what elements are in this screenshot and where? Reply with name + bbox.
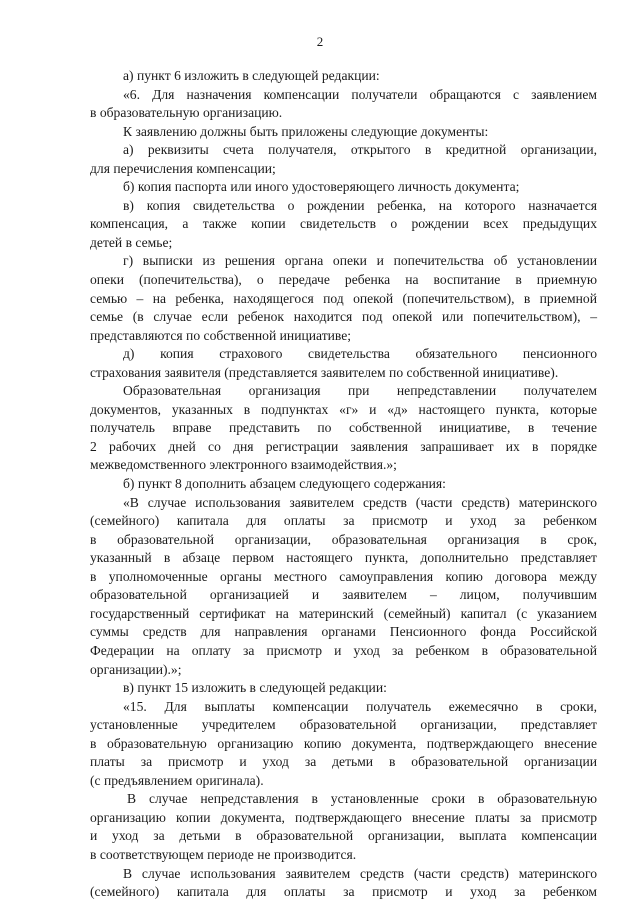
text-line: суммы средств для направления органами Пенсионного фонда Российской bbox=[90, 624, 597, 640]
text-line: и уход за детьми в образовательной организации, выплата компенсации bbox=[90, 828, 597, 844]
text-line: 2 рабочих дней со дня регистрации заявления запрашивает их в порядке bbox=[90, 438, 597, 454]
text-line: опеки (попечительства), о передаче ребенка на воспитание в приемную bbox=[90, 272, 597, 288]
text-line: а) реквизиты счета получателя, открытого в кредитной организации, bbox=[123, 142, 597, 158]
text-line: г) выписки из решения органа опеки и попечительства об установлении bbox=[123, 253, 597, 269]
text-line: К заявлению должны быть приложены следующие документы: bbox=[123, 123, 489, 139]
text-line: детей в семье; bbox=[90, 234, 173, 250]
text-line: государственный сертификат на материнский (семейный) капитал (с указанием bbox=[90, 605, 597, 621]
text-line: межведомственного электронного взаимодействия.»; bbox=[90, 457, 397, 473]
text-line: Федерации на оплату за присмотр и уход за ребенком в образовательной bbox=[90, 642, 597, 658]
text-line: для перечисления компенсации; bbox=[90, 160, 276, 176]
text-line: в соответствующем периоде не производится. bbox=[90, 846, 357, 862]
text-line: «6. Для назначения компенсации получатели обращаются с заявлением bbox=[123, 86, 597, 102]
text-line: а) пункт 6 изложить в следующей редакции: bbox=[123, 68, 380, 83]
document-body bbox=[90, 67, 597, 902]
text-line: образовательной организацией и заявителем – лицом, получившим bbox=[90, 587, 597, 603]
text-line: получатель вправе представить по собственной инициативе, в течение bbox=[90, 420, 597, 436]
text-line: (семейного) капитала для оплаты за присмотр и уход за ребенком bbox=[90, 884, 597, 900]
text-line: б) пункт 8 дополнить абзацем следующего содержания: bbox=[123, 476, 446, 492]
page-number: 2 bbox=[316, 34, 324, 49]
text-line: В случае непредставления в установленные сроки в образовательную bbox=[127, 791, 597, 807]
text-line: организации).»; bbox=[90, 661, 182, 677]
text-line: в) копия свидетельства о рождении ребенка, на которого назначается bbox=[123, 197, 597, 213]
text-line: установленные учредителем образовательной организации, представляет bbox=[90, 717, 597, 733]
text-line: представляются по собственной инициативе; bbox=[90, 327, 352, 343]
text-line: В случае использования заявителем средств (части средств) материнского bbox=[123, 865, 597, 881]
text-line: в) пункт 15 изложить в следующей редакции: bbox=[123, 680, 387, 696]
text-line: Образовательная организация при непредставлении получателем bbox=[123, 383, 597, 399]
text-line: «15. Для выплаты компенсации получатель ежемесячно в сроки, bbox=[123, 698, 597, 714]
text-line: документов, указанных в подпунктах «г» и «д» настоящего пункта, которые bbox=[90, 401, 597, 417]
text-line: «В случае использования заявителем средств (части средств) материнского bbox=[123, 494, 597, 510]
text-line: в образовательной организации, образовательная организация в срок, bbox=[90, 531, 597, 547]
text-line: страхования заявителя (представляется заявителем по собственной инициативе). bbox=[90, 364, 559, 380]
text-line: семью – на ребенка, находящегося под опекой (попечительством), в приемной bbox=[90, 290, 597, 306]
text-line: указанный в абзаце первом настоящего пункта, дополнительно представляет bbox=[90, 550, 597, 566]
text-line: платы за присмотр и уход за детьми в образовательной организации bbox=[90, 754, 597, 770]
text-line: в образовательную организацию копию документа, подтверждающего внесение bbox=[90, 735, 597, 751]
text-line: (с предъявлением оригинала). bbox=[90, 772, 264, 788]
text-line: семье (в случае если ребенок находится под опекой или попечительством), – bbox=[90, 309, 597, 325]
text-line: д) копия страхового свидетельства обязательного пенсионного bbox=[123, 346, 597, 362]
text-line: организацию копии документа, подтверждающего внесение платы за присмотр bbox=[90, 809, 597, 825]
text-line: б) копия паспорта или иного удостоверяющего личность документа; bbox=[123, 179, 520, 195]
text-line: в уполномоченные органы местного самоуправления копию договора между bbox=[90, 568, 597, 584]
text-line: (семейного) капитала для оплаты за присмотр и уход за ребенком bbox=[90, 513, 597, 529]
text-line: компенсация, а также копии свидетельств о рождении всех предыдущих bbox=[90, 216, 597, 232]
text-line: в образовательную организацию. bbox=[90, 105, 283, 121]
